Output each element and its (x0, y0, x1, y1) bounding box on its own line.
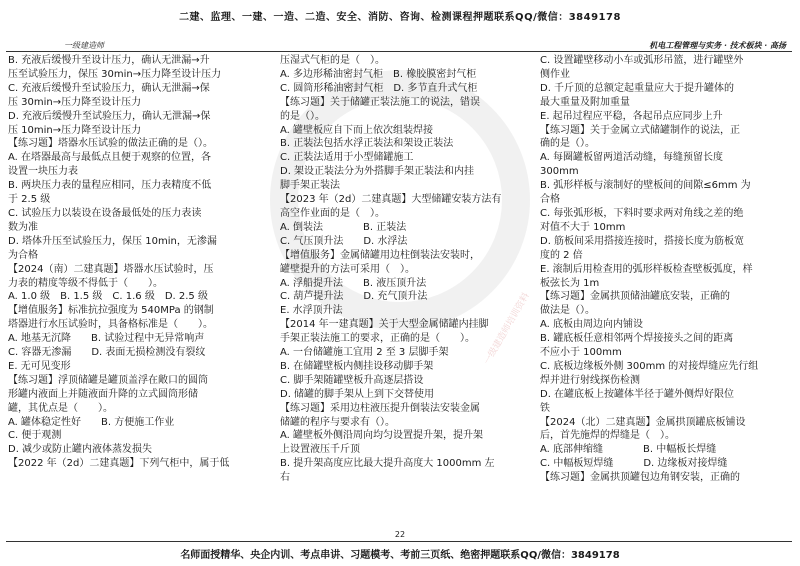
text-line: B. 正装法包括水浮正装法和架设正装法 (280, 138, 454, 150)
header-right-title: 机电工程管理与实务 · 技术板块 · 高扬 (649, 40, 786, 50)
text-line: 对值不大于 10mm (540, 221, 626, 233)
text-column-middle (280, 54, 532, 520)
text-line: A. 1.0 级 B. 1.5 级 C. 1.6 级 D. 2.5 级 (8, 291, 208, 303)
text-line: B. 在储罐壁板内侧挂设移动脚手架 (280, 360, 434, 372)
text-line: B. 提升架高度应比最大提升高度大 1000mm 左 (280, 458, 495, 470)
text-line: 塔器进行水压试验时，具备格标准是（ ）。 (8, 319, 213, 331)
text-line: 【练习题】关于储罐正装法施工的说法，错误 (280, 96, 480, 108)
text-line: A. 罐体稳定性好 B. 方便施工作业 (8, 416, 175, 428)
text-line: 300mm (540, 166, 579, 178)
text-line: 【2022 年（2d）二建真题】下列气柜中，属于低 (8, 458, 230, 470)
text-line: 于 2.5 级 (8, 194, 51, 206)
text-line: C. 底板边缘板外侧 300mm 的对接焊缝应先行组 (540, 360, 759, 372)
text-line: D. 架设正装法分为外搭脚手架正装法和内挂 (280, 166, 475, 178)
text-line: B. 两块压力表的量程应相同，压力表精度不低 (8, 180, 212, 192)
text-line: B. 弧形样板与滚制好的壁板间的间隙≤6mm 为 (540, 180, 751, 192)
text-line: 焊并进行射线探伤检测 (540, 374, 640, 386)
text-line: C. 正装法适用于小型储罐施工 (280, 152, 414, 164)
text-line: A. 底板由周边向内铺设 (540, 319, 644, 331)
text-line: C. 设置罐壁移动小车或弧形吊篮，进行罐壁外 (540, 55, 744, 66)
text-line: 数为准 (8, 221, 38, 233)
text-line: A. 地基无沉降 B. 试验过程中无异常响声 (8, 333, 205, 345)
text-line: A. 每圈罐板留两道活动缝，每缝预留长度 (540, 152, 724, 164)
text-line: 罐，其优点是（ ）。 (8, 402, 113, 414)
text-line: A. 罐壁板外侧沿周向均匀设置提升架，提升架 (280, 430, 484, 442)
text-line: C. 葫芦提升法 D. 充气顶升法 (280, 291, 428, 303)
text-line: 后，首先施焊的焊缝是（ ）。 (540, 430, 675, 442)
text-line: 罐壁提升的方法可采用（ ）。 (280, 263, 415, 275)
text-line: 【2023 年（2d）二建真题】大型储罐安装方法有 (280, 194, 502, 206)
text-line: C. 试验压力以装设在设备最低处的压力表读 (8, 207, 202, 219)
text-column-left (8, 54, 264, 520)
text-line: C. 气压顶升法 D. 水浮法 (280, 235, 408, 247)
text-line: 确的是（）。 (540, 138, 595, 150)
text-line: 压 10min→压力降至设计压力 (8, 124, 142, 136)
text-line: 最大重量及附加重量 (540, 96, 630, 108)
text-line: 右 (280, 472, 290, 484)
text-line: 【练习题】浮顶储罐是罐顶盖浮在敞口的圆筒 (8, 374, 208, 386)
text-column-right (540, 54, 792, 520)
text-line: A. 一台储罐施工宜用 2 至 3 层脚手架 (280, 347, 449, 359)
text-line: A. 多边形稀油密封气柜 B. 橡胶膜密封气柜 (280, 68, 477, 80)
watermark-text: 一级建造师培训资料 (482, 291, 532, 367)
text-line: D. 充液后缓慢升至试验压力，确认无泄漏→保 (8, 110, 211, 122)
text-line: 压湿式气柜的是（ ）。 (280, 55, 385, 66)
text-line: 高空作业面的是（ ）。 (280, 207, 385, 219)
top-banner: 二建、监理、一建、一造、二造、安全、消防、咨询、检测课程押题联系QQ/微信：3849178 (179, 12, 621, 23)
text-line: A. 在塔器最高与最低点且便于观察的位置，各 (8, 152, 212, 164)
text-line: 【练习题】塔器水压试验的做法正确的是（）。 (8, 138, 213, 150)
text-line: C. 充液后缓慢升至试验压力，确认无泄漏→保 (8, 82, 210, 94)
text-line: 设置一块压力表 (8, 166, 78, 178)
text-line: 【2024（北）二建真题】金属拱顶罐底板铺设 (540, 416, 746, 428)
text-line: E. 起吊过程应平稳，各起吊点应同步上升 (540, 110, 723, 122)
text-line: 度的 2 倍 (540, 249, 583, 261)
text-line: A. 罐壁板应自下而上依次组装焊接 (280, 124, 434, 136)
text-line: C. 脚手架随罐壁板升高逐层搭设 (280, 374, 424, 386)
text-line: 【练习题】关于金属立式储罐制作的说法，正 (540, 124, 740, 136)
page-number: 22 (394, 530, 406, 539)
text-line: 手架正装法施工的要求，正确的是（ ）。 (280, 333, 475, 345)
text-line: 形罐内液面上并随液面升降的立式圆筒形储 (8, 388, 198, 400)
text-line: 【增值服务】金属储罐用边柱倒装法安装时， (280, 249, 480, 261)
text-line: 不应小于 100mm (540, 347, 622, 359)
text-line: 侧作业 (540, 68, 570, 80)
header-left-title: 一级建造师 (64, 41, 104, 50)
text-line: 【练习题】金属拱顶储油罐底安装，正确的 (540, 291, 730, 303)
header-divider (6, 51, 792, 52)
text-line: C. 每张弧形板，下料时要求两对角线之差的绝 (540, 207, 744, 219)
text-line: A. 底部伸缩缝 B. 中幅板长焊缝 (540, 444, 717, 456)
text-line: E. 水浮顶升法 (280, 305, 343, 317)
text-line: 压 30min→压力降至设计压力 (8, 96, 142, 108)
text-line: 为合格 (8, 249, 38, 261)
text-line: 合格 (540, 194, 560, 206)
text-line: D. 储罐的脚手架从上到下交替使用 (280, 388, 435, 400)
text-line: C. 中幅板短焊缝 D. 边缘板对接焊缝 (540, 458, 728, 470)
text-line: B. 罐底板任意相邻两个焊接接头之间的距离 (540, 333, 734, 345)
text-line: D. 减少或防止罐内液体蒸发损失 (8, 444, 153, 456)
text-line: E. 无可见变形 (8, 360, 71, 372)
text-line: 【练习题】采用边柱液压提升倒装法安装金属 (280, 402, 480, 414)
text-line: 上设置液压千斤顶 (280, 444, 360, 456)
text-line: 储罐的程序与要求有（）。 (280, 416, 395, 428)
bottom-banner: 名师面授精华、央企内训、考点串讲、习题模考、考前三页纸、绝密押题联系QQ/微信：3849178 (180, 550, 620, 561)
text-line: C. 圆筒形稀油密封气柜 D. 多节直升式气柜 (280, 82, 478, 94)
text-line: A. 浮船提升法 B. 液压顶升法 (280, 277, 427, 289)
text-line: D. 塔体升压至试验压力，保压 10min，无渗漏 (8, 235, 217, 247)
text-line: D. 千斤顶的总额定起重量应大于提升罐体的 (540, 82, 735, 94)
text-line: D. 筋板间采用搭接连接时，搭接长度为筋板宽 (540, 235, 745, 247)
text-line: 铁 (540, 402, 550, 414)
text-line: 力表的精度等级不得低于（ ）。 (8, 277, 163, 289)
footer-divider (6, 541, 792, 542)
text-line: A. 倒装法 B. 正装法 (280, 221, 407, 233)
text-line: 【2024（南）二建真题】塔器水压试验时，压 (8, 263, 214, 275)
text-line: C. 便于观测 (8, 430, 62, 442)
text-line: 压至试验压力，保压 30min→压力降至设计压力 (8, 68, 222, 80)
text-line: 脚手架正装法 (280, 180, 340, 192)
text-line: 【2014 年一建真题】关于大型金属储罐内挂脚 (280, 319, 489, 331)
text-line: 【练习题】金属拱顶罐包边角钢安装，正确的 (540, 472, 740, 484)
text-line: 做法是（）。 (540, 305, 595, 317)
text-line: 的是（）。 (280, 110, 325, 122)
text-line: E. 滚制后用检查用的弧形样板检查壁板弧度，样 (540, 263, 753, 275)
text-line: C. 容器无渗漏 D. 表面无损检测没有裂纹 (8, 347, 206, 359)
text-line: D. 在罐底板上按罐体半径于罐外侧焊好限位 (540, 388, 735, 400)
text-line: 板弦长为 1m (540, 277, 600, 289)
text-line: B. 充液后缓慢升至设计压力，确认无泄漏→升 (8, 55, 210, 66)
text-line: 【增值服务】标准抗拉强度为 540MPa 的钢制 (8, 305, 214, 317)
